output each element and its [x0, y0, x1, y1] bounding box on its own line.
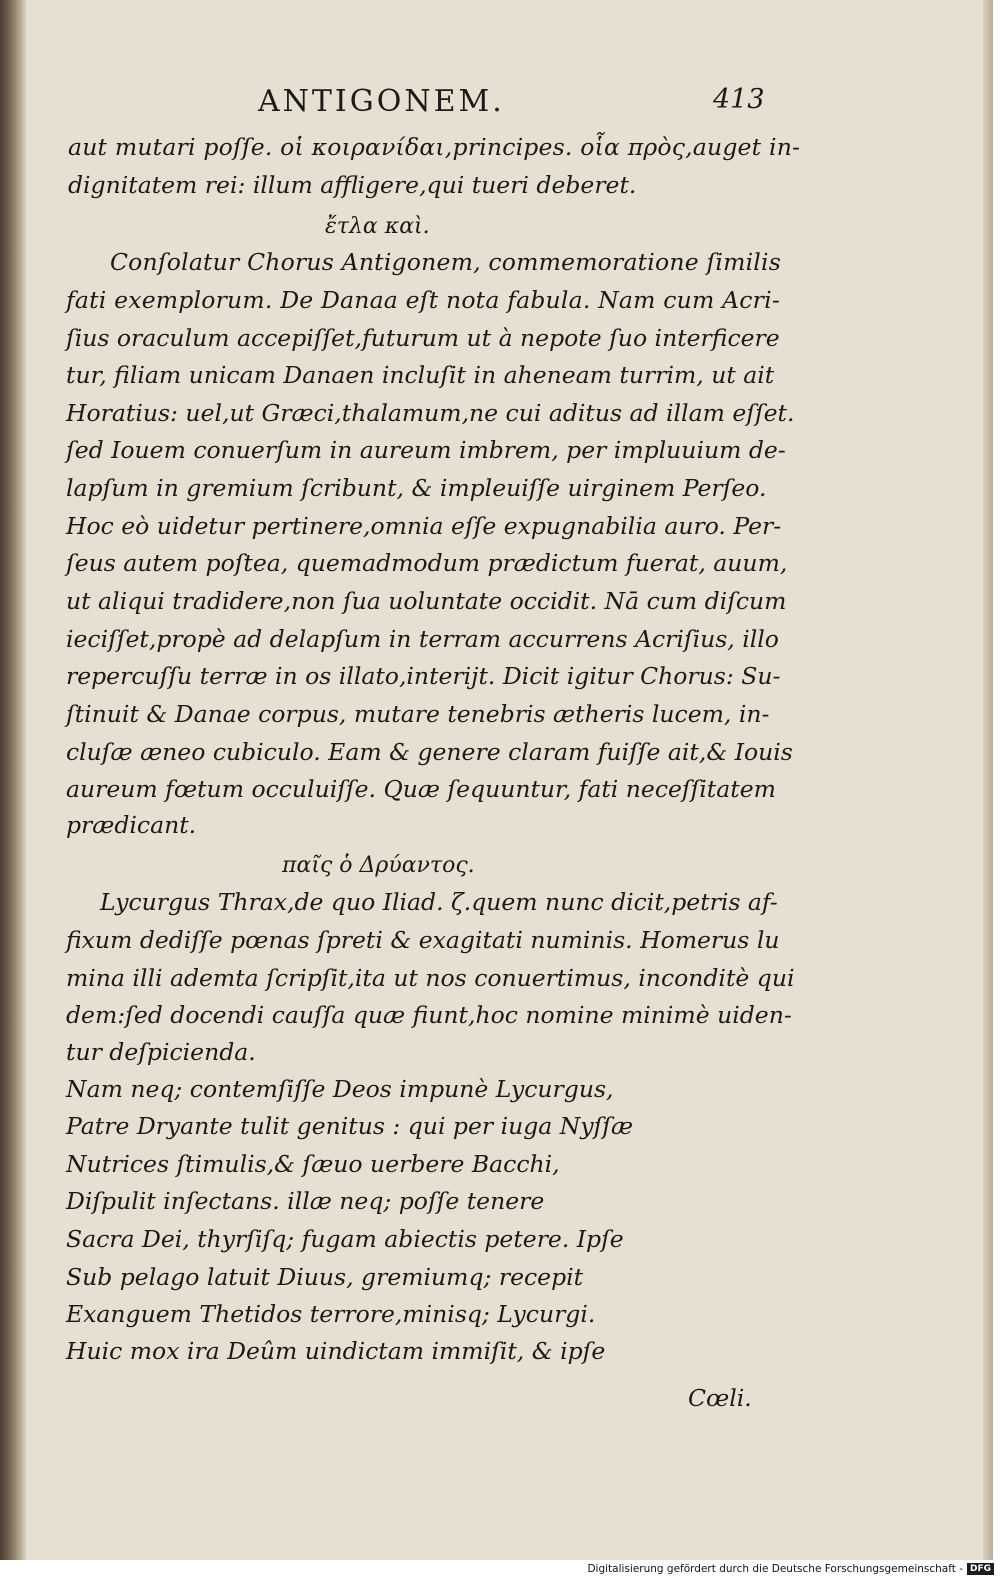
- catchword: Cœli.: [688, 1384, 752, 1412]
- credit-text: Digitalisierung gefördert durch die Deutsche Forschungsgemeinschaft -: [587, 1563, 963, 1575]
- text-line: aureum fœtum occuluiſſe. Quæ ſequuntur, fati neceſſitatem: [66, 775, 776, 803]
- text-line: Horatius: uel,ut Græci,thalamum,ne cui aditus ad illam eſſet.: [66, 399, 795, 427]
- text-line: ut aliqui tradidere,non ſua uoluntate occidit. Nā cum diſcum: [66, 587, 787, 615]
- verse-line: Exanguem Thetidos terrore,minisq; Lycurgi.: [66, 1300, 596, 1328]
- text-line: cluſæ æneo cubiculo. Eam & genere claram fuiſſe ait,& Iouis: [66, 738, 793, 766]
- verse-line: Sacra Dei, thyrſiſq; fugam abiectis petere. Ipſe: [66, 1225, 624, 1253]
- binding-gutter: [0, 0, 26, 1560]
- verse-line: Sub pelago latuit Diuus, gremiumq; recepit: [66, 1263, 584, 1291]
- verse-line: Huic mox ira Deûm uindictam immiſit, & ipſe: [66, 1337, 606, 1365]
- text-line: repercuſſu terræ in os illato,interijt. Dicit igitur Chorus: Su-: [66, 662, 781, 690]
- page-number: 413: [713, 84, 765, 115]
- text-line: dignitatem rei: illum affligere,qui tueri deberet.: [68, 171, 637, 199]
- digitization-credit: [587, 1563, 994, 1575]
- text-line: tur deſpicienda.: [66, 1038, 256, 1066]
- text-line: Hoc eò uidetur pertinere,omnia eſſe expugnabilia auro. Per-: [66, 512, 782, 540]
- verse-line: Diſpulit inſectans. illæ neq; poſſe tenere: [66, 1187, 545, 1215]
- text-line: ſius oraculum accepiſſet,futurum ut à nepote ſuo interficere: [66, 324, 780, 352]
- text-line: ſed Iouem conuerſum in aureum imbrem, per impluuium de-: [66, 436, 786, 464]
- verse-line: Nam neq; contemſiſſe Deos impunè Lycurgus,: [66, 1075, 614, 1103]
- text-line: ieciſſet,propè ad delapſum in terram accurrens Acriſius, illo: [66, 625, 779, 653]
- text-line: Lycurgus Thrax,de quo Iliad. ζ.quem nunc dicit,petris af-: [100, 888, 778, 916]
- text-line: mina illi ademta ſcripſit,ita ut nos conuertimus, inconditè qui: [66, 964, 795, 992]
- page-edge: [983, 0, 993, 1560]
- text-line: Conſolatur Chorus Antigonem, commemoratione ſimilis: [110, 248, 781, 276]
- text-line: lapſum in gremium ſcribunt, & impleuiſſe uirginem Perſeo.: [66, 474, 767, 502]
- text-line: ſeus autem poſtea, quemadmodum prædictum fuerat, auum,: [66, 549, 788, 577]
- text-line: fati exemplorum. De Danaa eſt nota fabula. Nam cum Acri-: [66, 286, 780, 314]
- text-line: fixum dediſſe pœnas ſpreti & exagitati numinis. Homerus lu: [66, 926, 780, 954]
- text-line: aut mutari poſſe. οἱ κοιρανίδαι,principes. οἷα πρὸς,auget in-: [68, 133, 801, 161]
- text-line: tur, filiam unicam Danaen incluſit in aheneam turrim, ut ait: [66, 361, 775, 389]
- greek-lemma: παῖς ὁ Δρύαντος.: [282, 853, 475, 878]
- running-head: [0, 84, 993, 124]
- running-title: ANTIGONEM.: [258, 84, 505, 119]
- verse-line: Patre Dryante tulit genitus : qui per iuga Nyſſæ: [66, 1112, 634, 1140]
- text-line: dem:ſed docendi cauſſa quæ fiunt,hoc nomine minimè uiden-: [66, 1001, 792, 1029]
- dfg-logo: DFG: [967, 1563, 994, 1575]
- text-line: prædicant.: [66, 811, 197, 839]
- text-line: ſtinuit & Danae corpus, mutare tenebris ætheris lucem, in-: [66, 700, 770, 728]
- greek-lemma: ἔτλα καὶ.: [325, 214, 430, 239]
- verse-line: Nutrices ſtimulis,& ſæuo uerbere Bacchi,: [66, 1150, 560, 1178]
